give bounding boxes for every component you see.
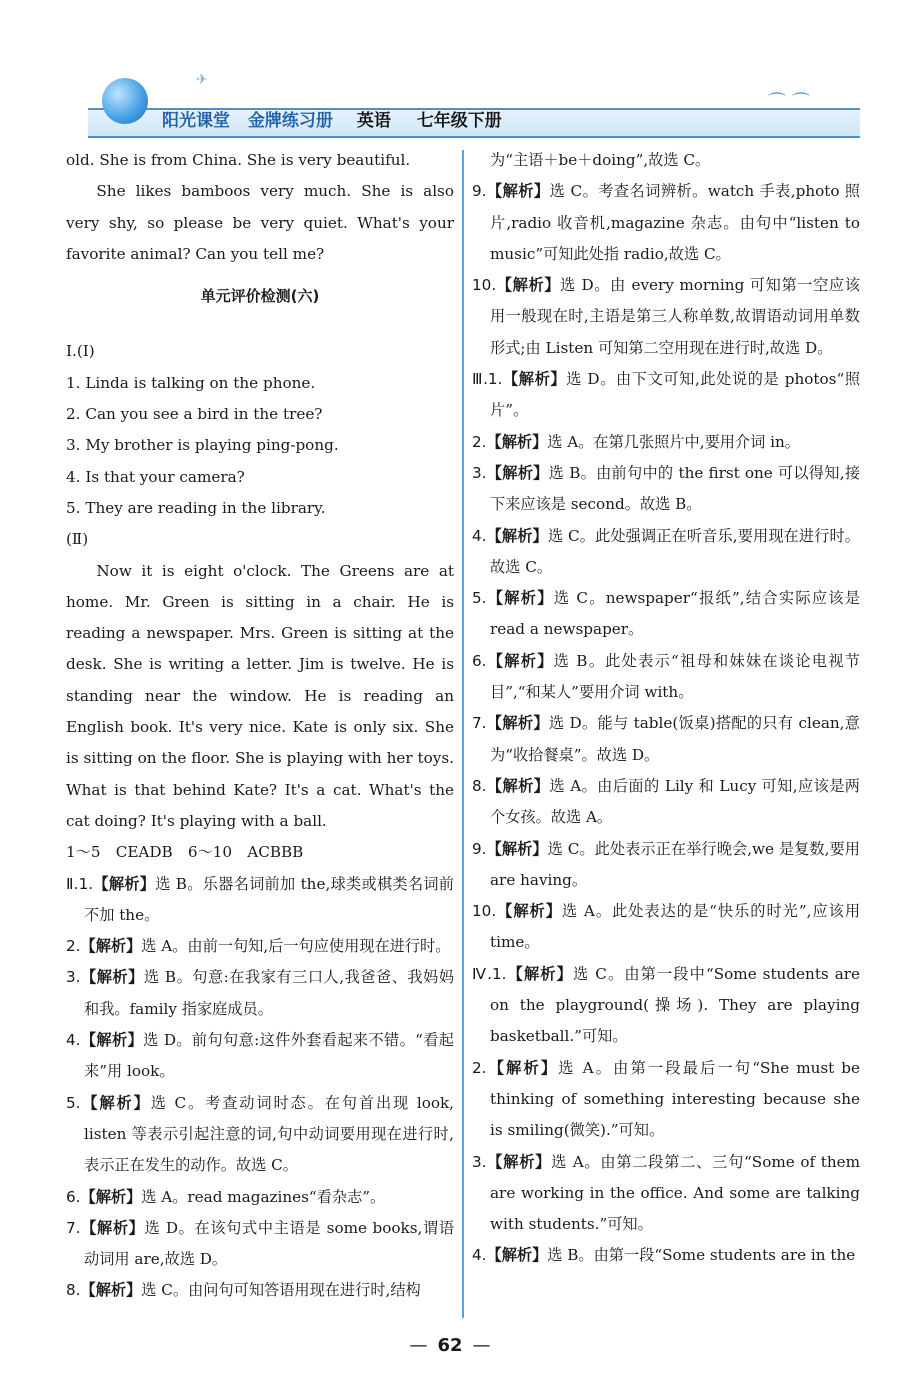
explanation-number: 3. [66, 968, 81, 987]
footer-dash-right: — [472, 1335, 491, 1356]
explanation-text: 选 B。此处表示“祖母和妹妹在谈论电视节目”,“和某人”要用介词 with。 [490, 651, 860, 702]
explanation-tag: 【解析】 [486, 182, 550, 201]
explanation-item [472, 521, 860, 584]
explanation-tag: 【解析】 [486, 1058, 559, 1077]
explanation-text: 选 A。由后面的 Lily 和 Lucy 可知,应该是两个女孩。故选 A。 [490, 776, 860, 827]
page-number: 62 [437, 1335, 463, 1356]
left-explanations [66, 869, 454, 1307]
explanation-item [472, 708, 860, 771]
explanation-number: 2. [472, 1058, 487, 1077]
passage1-line1: old. She is from China. She is very beautiful. [66, 151, 411, 169]
explanation-tag: 【解析】 [506, 964, 573, 983]
explanation-tag: 【解析】 [486, 839, 548, 858]
explanation-text: 选 D。在该句式中主语是 some books,谓语动词用 are,故选 D。 [84, 1218, 455, 1269]
footer-dash-left: — [409, 1335, 428, 1356]
explanation-text: 选 D。由下文可知,此处说的是 photos“照片”。 [490, 370, 861, 420]
explanation-tag: 【解析】 [486, 589, 554, 608]
explanation-item [472, 771, 860, 834]
explanation-item [66, 931, 454, 962]
explanation-number: 6. [472, 651, 487, 670]
explanation-text: 选 D。由 every morning 可知第一空应该用一般现在时,主语是第三人称单数,故谓语动词用单数形式;由 Listen 可知第二空用现在进行时,故选 D。 [490, 276, 860, 357]
section-title: 单元评价检测(六) [200, 287, 320, 306]
explanation-item [472, 427, 860, 458]
page-footer [0, 1335, 900, 1356]
explanation-item [472, 646, 860, 709]
explanation-text: 选 B。乐器名词前加 the,球类或棋类名词前不加 the。 [84, 874, 454, 924]
explanation-item [472, 1147, 860, 1241]
explanation-text: 选 A。在第几张照片中,要用介词 in。 [547, 432, 800, 451]
explanation-number: 5. [472, 589, 487, 608]
explanation-text: 选 C。由第一段中“Some students are on the playground(操场). They are playing basketball.”可知。 [490, 964, 860, 1046]
explanation-tag: 【解析】 [80, 1093, 151, 1112]
explanation-text: 选 A。由第一段最后一句“She must be thinking of something interesting because she is smiling(微笑).”可知。 [490, 1058, 861, 1140]
explanation-item [66, 869, 454, 932]
explanation-item [472, 364, 860, 427]
explanation-tag: 【解析】 [80, 1031, 144, 1050]
explanation-item [472, 270, 860, 364]
left-column [66, 145, 454, 1307]
explanation-text: 选 D。前句句意:这件外套看起来不错。“看起来”用 look。 [84, 1031, 454, 1081]
explanation-number: Ⅲ.1. [472, 370, 503, 389]
passage1-para2: She likes bamboos very much. She is also very shy, so please be very quiet. What's your favorite animal? Can you tell me? [66, 182, 454, 263]
explanation-item [472, 834, 860, 897]
explanation-tag: 【解析】 [80, 1187, 142, 1206]
explanation-number: 9. [472, 182, 487, 201]
explanation-number: 3. [472, 463, 487, 482]
globe-logo-icon [102, 78, 148, 124]
explanation-tag: 【解析】 [486, 432, 548, 451]
explanation-tag: 【解析】 [80, 1281, 142, 1300]
explanation-tag: 【解析】 [486, 714, 549, 733]
explanation-number: 10. [472, 902, 497, 921]
explanation-number: 7. [66, 1218, 81, 1237]
explanation-number: 8. [472, 776, 487, 795]
right-column [472, 145, 860, 1272]
explanation-item [472, 458, 860, 521]
explanation-item [472, 1053, 860, 1147]
brand-name: 阳光课堂 [162, 111, 230, 131]
explanation-number: 3. [472, 1152, 487, 1171]
continuation-line: 为“主语＋be＋doing”,故选 C。 [490, 151, 711, 169]
explanation-number: Ⅱ.1. [66, 874, 94, 893]
explanation-text: 选 B。由前句中的 the first one 可以得知,接下来应该是 second。故选 B。 [490, 463, 861, 514]
explanation-item [472, 583, 860, 646]
listening-item: 4. Is that your camera? [66, 467, 245, 486]
explanation-tag: 【解析】 [486, 651, 554, 670]
right-explanations-b [472, 364, 860, 959]
explanation-text: 选 B。句意:在我家有三口人,我爸爸、我妈妈和我。family 指家庭成员。 [84, 968, 455, 1018]
explanation-text: 选 C。考查名词辨析。watch 手表,photo 照片,radio 收音机,magazine 杂志。由句中“listen to music”可知此处指 radio,故选 C。 [490, 182, 860, 263]
explanation-tag: 【解析】 [496, 902, 562, 921]
explanation-tag: 【解析】 [486, 526, 548, 545]
explanation-text: 选 D。能与 table(饭桌)搭配的只有 clean,意为“收拾餐桌”。故选 D。 [490, 714, 860, 764]
explanation-number: 2. [66, 937, 81, 956]
explanation-text: 选 A。此处表达的是“快乐的时光”,应该用 time。 [490, 902, 861, 952]
explanation-tag: 【解析】 [496, 276, 561, 295]
explanation-number: 8. [66, 1281, 81, 1300]
explanation-tag: 【解析】 [80, 937, 142, 956]
explanation-number: 7. [472, 714, 487, 733]
listening-item: 3. My brother is playing ping-pong. [66, 436, 339, 455]
explanation-text: 选 C。newspaper“报纸”,结合实际应该是 read a newspaper。 [490, 589, 860, 639]
passage2: Now it is eight o'clock. The Greens are at home. Mr. Green is sitting in a chair. He is reading a newspaper. Mrs. Green is sitting at the desk. She is writing a letter. Jim is twelve. He is standing near the window. He is reading an English book. It's very nice. Kate is only six. She is sitting on the floor. She is playing with her toys. What is that behind Kate? It's a cat. What's the cat doing? It's playing with a ball. [66, 561, 454, 830]
explanation-text: 选 C。考查动词时态。在句首出现 look, listen 等表示引起注意的词,句中动词要用现在进行时,表示正在发生的动作。故选 C。 [84, 1093, 455, 1175]
explanation-tag: 【解析】 [486, 1246, 548, 1265]
explanation-tag: 【解析】 [486, 1152, 552, 1171]
explanation-number: 6. [66, 1187, 81, 1206]
page-header [88, 72, 860, 134]
explanation-item [472, 959, 860, 1053]
grade-name: 七年级下册 [416, 111, 502, 131]
answers-line: 1～5 CEADB 6～10 ACBBB [66, 843, 304, 862]
listening-item: 1. Linda is talking on the phone. [66, 373, 316, 392]
explanation-text: 选 A。read magazines“看杂志”。 [141, 1187, 386, 1206]
part2-label: (Ⅱ) [66, 530, 89, 549]
explanation-text: 选 B。由第一段“Some students are in the [547, 1246, 856, 1265]
explanation-item [66, 1088, 454, 1182]
explanation-text: 选 A。由前一句知,后一句应使用现在进行时。 [141, 937, 451, 956]
explanation-item [472, 176, 860, 270]
explanation-item [66, 1025, 454, 1088]
explanation-text: 选 C。此处表示正在举行晚会,we 是复数,要用 are having。 [490, 839, 860, 889]
explanation-text: 选 C。由问句可知答语用现在进行时,结构 [141, 1281, 421, 1300]
subject-name: 英语 [356, 111, 391, 131]
part1-label: Ⅰ.(Ⅰ) [66, 342, 95, 361]
explanation-tag: 【解析】 [502, 370, 567, 389]
explanation-tag: 【解析】 [486, 463, 549, 482]
explanation-number: 5. [66, 1093, 81, 1112]
paper-plane-icon: ✈ [196, 72, 208, 88]
explanation-number: Ⅳ.1. [472, 964, 507, 983]
explanation-number: 2. [472, 432, 487, 451]
right-explanations-a [472, 176, 860, 364]
birds-icon: ⌒⌒ [768, 92, 816, 113]
listening-item: 5. They are reading in the library. [66, 498, 326, 517]
explanation-tag: 【解析】 [486, 776, 550, 795]
explanation-tag: 【解析】 [80, 1218, 145, 1237]
explanation-item [66, 1275, 454, 1306]
explanation-item [66, 1182, 454, 1213]
header-title [162, 108, 502, 134]
explanation-number: 4. [472, 526, 487, 545]
explanation-number: 9. [472, 839, 487, 858]
product-name: 金牌练习册 [247, 111, 333, 131]
right-explanations-c [472, 959, 860, 1272]
listening-item: 2. Can you see a bird in the tree? [66, 405, 323, 424]
explanation-number: 4. [472, 1246, 487, 1265]
explanation-item [472, 1240, 860, 1271]
explanation-tag: 【解析】 [93, 874, 156, 893]
explanation-number: 4. [66, 1031, 81, 1050]
column-divider [462, 150, 464, 1318]
explanation-item [66, 1213, 454, 1276]
explanation-tag: 【解析】 [80, 968, 144, 987]
explanation-text: 选 C。此处强调正在听音乐,要用现在进行时。故选 C。 [490, 526, 860, 576]
explanation-text: 选 A。由第二段第二、三句“Some of them are working in the office. And some are talking with students.”可知。 [490, 1152, 860, 1234]
explanation-number: 10. [472, 276, 497, 295]
explanation-item [472, 896, 860, 959]
explanation-item [66, 962, 454, 1025]
